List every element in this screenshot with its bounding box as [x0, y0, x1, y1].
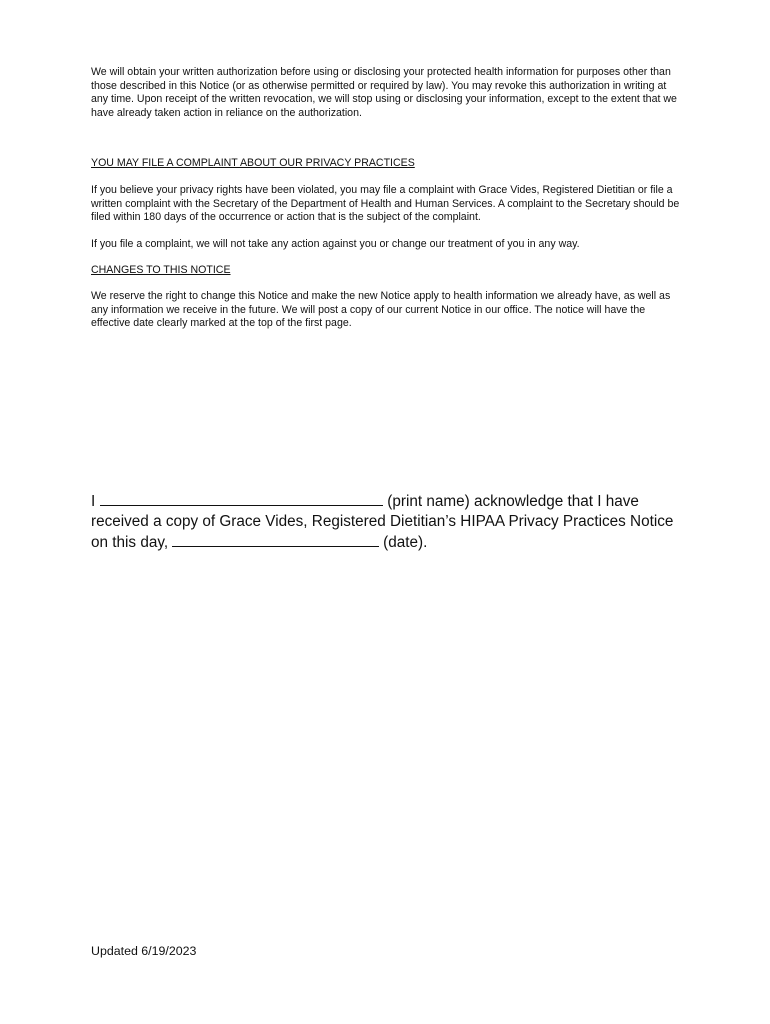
authorization-paragraph: We will obtain your written authorization before using or disclosing your protected health information for purposes other than those described in this Notice (or as otherwise permitted or required by law). You may revoke this authorization in writing at any time. Upon receipt of the written revocation, we will stop using or disclosing your information, except to the extent that we have already taken action in reliance on the authorization. — [91, 66, 677, 119]
no-retaliation-paragraph: If you file a complaint, we will not take any action against you or change our treatment of you in any way. — [91, 238, 580, 250]
date-field[interactable] — [172, 531, 379, 547]
print-name-field[interactable] — [100, 490, 383, 506]
ack-prefix: I — [91, 493, 96, 510]
changes-paragraph: We reserve the right to change this Notice and make the new Notice apply to health information we already have, as well as any information we receive in the future. We will post a copy of our current Notice in our office. The notice will have the effective date clearly marked at the top of the first page. — [91, 290, 671, 330]
ack-suffix: (date). — [383, 534, 428, 551]
acknowledgement-statement — [91, 490, 691, 553]
updated-date: Updated 6/19/2023 — [91, 944, 197, 958]
changes-heading: CHANGES TO THIS NOTICE — [91, 264, 231, 276]
complaint-paragraph: If you believe your privacy rights have been violated, you may file a complaint with Grace Vides, Registered Dietitian or file a written complaint with the Secretary of the Department of Health and Human Services. A complaint to the Secretary should be filed within 180 days of the occurrence or action that is the subject of the complaint. — [91, 184, 680, 224]
ack-middle: (print name) acknowledge that I have received a copy of Grace Vides, Registered Dietitian’s HIPAA Privacy Practices Notice on this day, — [91, 493, 674, 551]
complaint-heading: YOU MAY FILE A COMPLAINT ABOUT OUR PRIVACY PRACTICES — [91, 157, 415, 169]
